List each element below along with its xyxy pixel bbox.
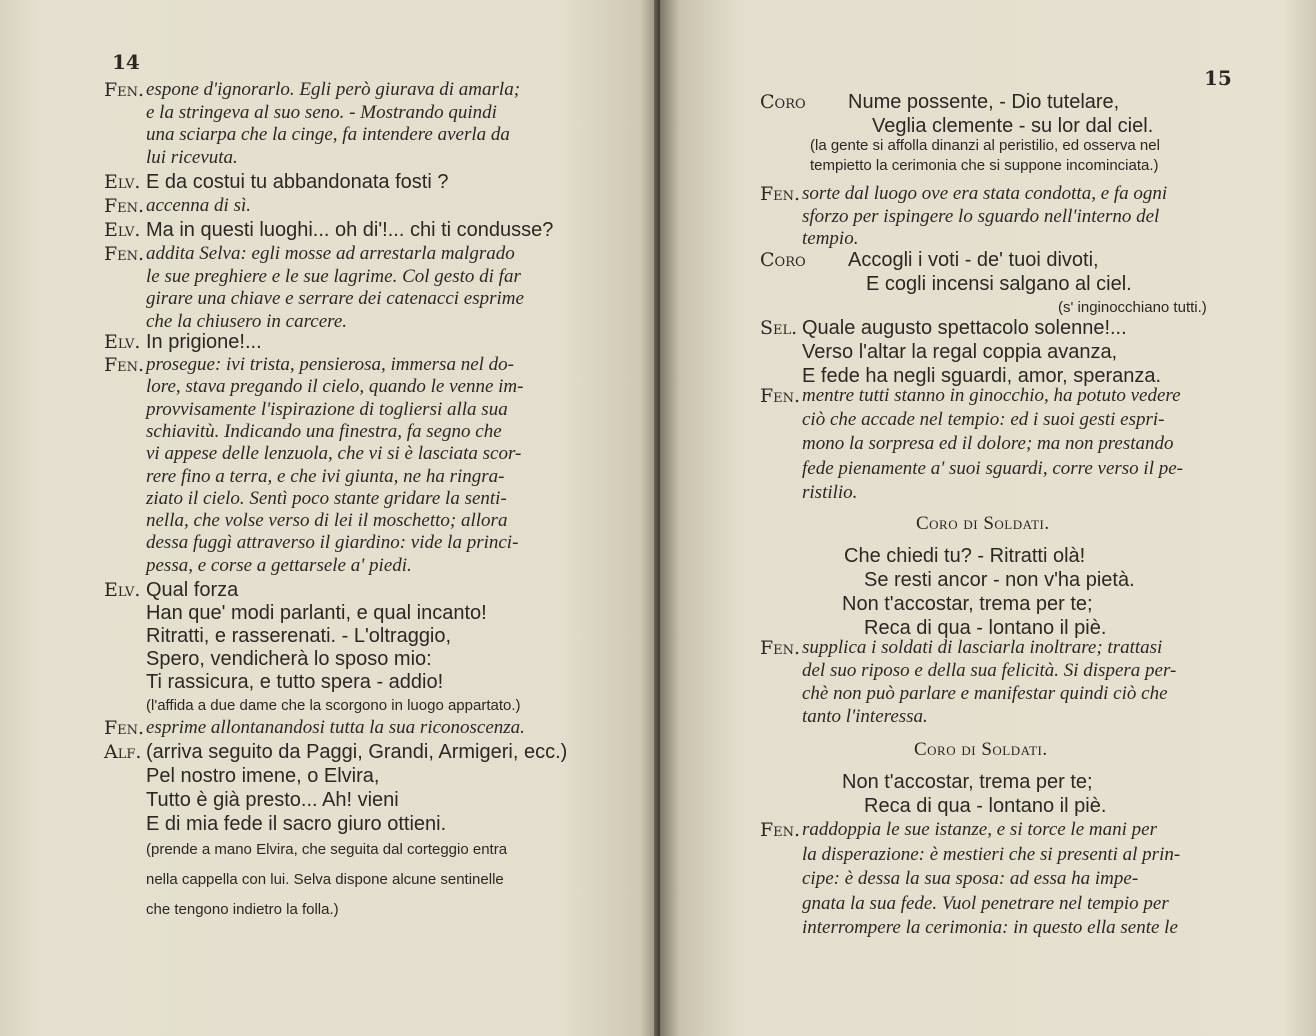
verse-line: Qual forza: [146, 579, 239, 601]
didascalia-line: (prende a mano Elvira, che seguita dal corteggio entra: [146, 841, 508, 858]
speaker-label: Fen.: [760, 385, 801, 407]
chorus-heading: Coro di Soldati.: [914, 739, 1048, 760]
stage-direction-line: le sue preghiere e le sue lagrime. Col gesto di far: [146, 265, 521, 287]
right-page: [660, 0, 1316, 1036]
page-number-left: 14: [112, 50, 140, 74]
speaker-label: Elv.: [104, 171, 141, 193]
stage-direction-line: chè non può parlare e manifestar quindi ciò che: [802, 683, 1168, 704]
stage-direction-line: tempio.: [802, 228, 859, 249]
verse-line: Quale augusto spettacolo solenne!...: [802, 317, 1127, 339]
verse-line: Che chiedi tu? - Ritratti olà!: [844, 545, 1086, 567]
didascalia-line: tempietto la cerimonia che si suppone incominciata.): [810, 157, 1159, 174]
stage-direction-line: mentre tutti stanno in ginocchio, ha potuto vedere: [802, 385, 1181, 406]
stage-direction-line: sforzo per ispingere lo sguardo nell'interno del: [802, 205, 1160, 227]
stage-direction-line: prosegue: ivi trista, pensierosa, immersa nel do-: [146, 354, 514, 375]
stage-direction-line: la disperazione: è mestieri che si presenti al prin-: [802, 843, 1181, 865]
page-number-right: 15: [1204, 66, 1232, 90]
stage-direction-line: dessa fuggì attraverso il giardino: vide la princi-: [146, 532, 519, 554]
stage-direction-line: esprime allontanandosi tutta la sua riconoscenza.: [146, 717, 525, 738]
verse-line: In prigione!...: [146, 331, 262, 353]
verse-line: Nume possente, - Dio tutelare,: [848, 91, 1120, 113]
verse-line: Ritratti, e rasserenati. - L'oltraggio,: [146, 625, 452, 647]
stage-direction-line: accenna di sì.: [146, 195, 252, 216]
speaker-label: Elv.: [104, 331, 141, 353]
stage-direction-line: supplica i soldati di lasciarla inoltrare; trattasi: [802, 637, 1163, 658]
stage-direction-line: espone d'ignorarlo. Egli però giurava di amarla;: [146, 79, 521, 100]
didascalia-line: nella cappella con lui. Selva dispone alcune sentinelle: [146, 871, 504, 888]
verse-line: E fede ha negli sguardi, amor, speranza.: [802, 365, 1162, 387]
speaker-label: Elv.: [104, 219, 141, 241]
stage-direction-line: rere fino a terra, e che ivi giunta, ne ha ringra-: [146, 465, 505, 487]
verse-line: Non t'accostar, trema per te;: [842, 593, 1093, 615]
verse-line: Tutto è già presto... Ah! vieni: [146, 789, 399, 811]
verse-line: Se resti ancor - non v'ha pietà.: [864, 569, 1135, 591]
verse-line: E da costui tu abbandonata fosti ?: [146, 171, 449, 193]
stage-direction-line: del suo riposo e della sua felicità. Si dispera per-: [802, 660, 1177, 681]
stage-direction-line: sorte dal luogo ove era stata condotta, e fa ogni: [802, 183, 1168, 204]
stage-direction-line: addita Selva: egli mosse ad arrestarla malgrado: [146, 243, 515, 264]
speaker-label: Fen.: [104, 717, 145, 739]
verse-line: Veglia clemente - su lor dal ciel.: [872, 115, 1154, 137]
speaker-label: Fen.: [104, 243, 145, 265]
verse-line: Ma in questi luoghi... oh di'!... chi ti condusse?: [146, 219, 554, 241]
verse-line: Pel nostro imene, o Elvira,: [146, 765, 380, 787]
stage-direction-line: tanto l'interessa.: [802, 706, 928, 727]
verse-line: Reca di qua - lontano il piè.: [864, 795, 1107, 817]
verse-line: (arriva seguito da Paggi, Grandi, Armigeri, ecc.): [146, 741, 568, 763]
speaker-label: Fen.: [104, 195, 145, 217]
stage-direction-line: cipe: è dessa la sua sposa: ad essa ha impe-: [802, 868, 1139, 889]
speaker-label: Fen.: [104, 79, 145, 101]
stage-direction-line: lore, stava pregando il cielo, quando le venne im-: [146, 376, 524, 398]
stage-direction-line: ciò che accade nel tempio: ed i suoi gesti espri-: [802, 409, 1165, 431]
stage-direction-line: che la chiusero in carcere.: [146, 310, 348, 332]
stage-direction-line: raddoppia le sue istanze, e si torce le mani per: [802, 819, 1157, 840]
stage-direction-line: lui ricevuta.: [146, 146, 238, 168]
stage-direction-line: pessa, e corse a gettarsele a' piedi.: [146, 554, 412, 576]
speaker-label: Fen.: [760, 183, 801, 205]
stage-direction-line: e la stringeva al suo seno. - Mostrando quindi: [146, 101, 497, 123]
stage-direction-line: una sciarpa che la cinge, fa intendere averla da: [146, 124, 510, 145]
stage-direction-line: vi appese delle lenzuola, che vi si è lasciata scor-: [146, 443, 522, 465]
stage-direction-line: fede pienamente a' suoi sguardi, corre verso il pe-: [802, 457, 1183, 479]
didascalia-line: (l'affida a due dame che la scorgono in luogo appartato.): [146, 697, 521, 714]
speaker-label: Coro: [760, 249, 806, 271]
verse-line: Spero, vendicherà lo sposo mio:: [146, 648, 432, 670]
stage-direction-line: girare una chiave e serrare dei catenacci esprime: [146, 288, 524, 309]
verse-line: Reca di qua - lontano il piè.: [864, 617, 1107, 639]
verse-line: E di mia fede il sacro giuro ottieni.: [146, 813, 447, 835]
speaker-label: Coro: [760, 91, 806, 113]
stage-direction-line: ristilio.: [802, 481, 858, 503]
stage-direction-line: gnata la sua fede. Vuol penetrare nel tempio per: [802, 892, 1169, 914]
speaker-label: Fen.: [760, 637, 801, 659]
verse-line: Ti rassicura, e tutto spera - addio!: [146, 671, 444, 693]
stage-direction-line: interrompere la cerimonia: in questo ella sente le: [802, 917, 1178, 938]
stage-direction-line: nella, che volse verso di lei il moschetto; allora: [146, 510, 508, 532]
didascalia-line: (la gente si affolla dinanzi al peristilio, ed osserva nel: [810, 137, 1160, 154]
verse-line: E cogli incensi salgano al ciel.: [866, 273, 1132, 295]
speaker-label: Alf.: [104, 741, 142, 763]
speaker-label: Fen.: [760, 819, 801, 841]
stage-direction-line: provvisamente l'ispirazione di togliersi alla sua: [146, 398, 508, 420]
verse-line: Han que' modi parlanti, e qual incanto!: [146, 602, 487, 624]
stage-direction-line: schiavitù. Indicando una finestra, fa segno che: [146, 420, 502, 442]
verse-line: Non t'accostar, trema per te;: [842, 771, 1093, 793]
verse-line: Accogli i voti - de' tuoi divoti,: [848, 249, 1099, 271]
stage-direction-line: ziato il cielo. Sentì poco stante gridare la senti-: [146, 487, 507, 509]
didascalia-line: che tengono indietro la folla.): [146, 901, 339, 918]
speaker-label: Elv.: [104, 579, 141, 601]
speaker-label: Sel.: [760, 317, 798, 339]
stage-direction-line: mono la sorpresa ed il dolore; ma non prestando: [802, 433, 1174, 455]
chorus-heading: Coro di Soldati.: [916, 513, 1050, 534]
didascalia-line: (s' inginocchiano tutti.): [1058, 299, 1207, 316]
verse-line: Verso l'altar la regal coppia avanza,: [802, 341, 1118, 363]
speaker-label: Fen.: [104, 354, 145, 376]
